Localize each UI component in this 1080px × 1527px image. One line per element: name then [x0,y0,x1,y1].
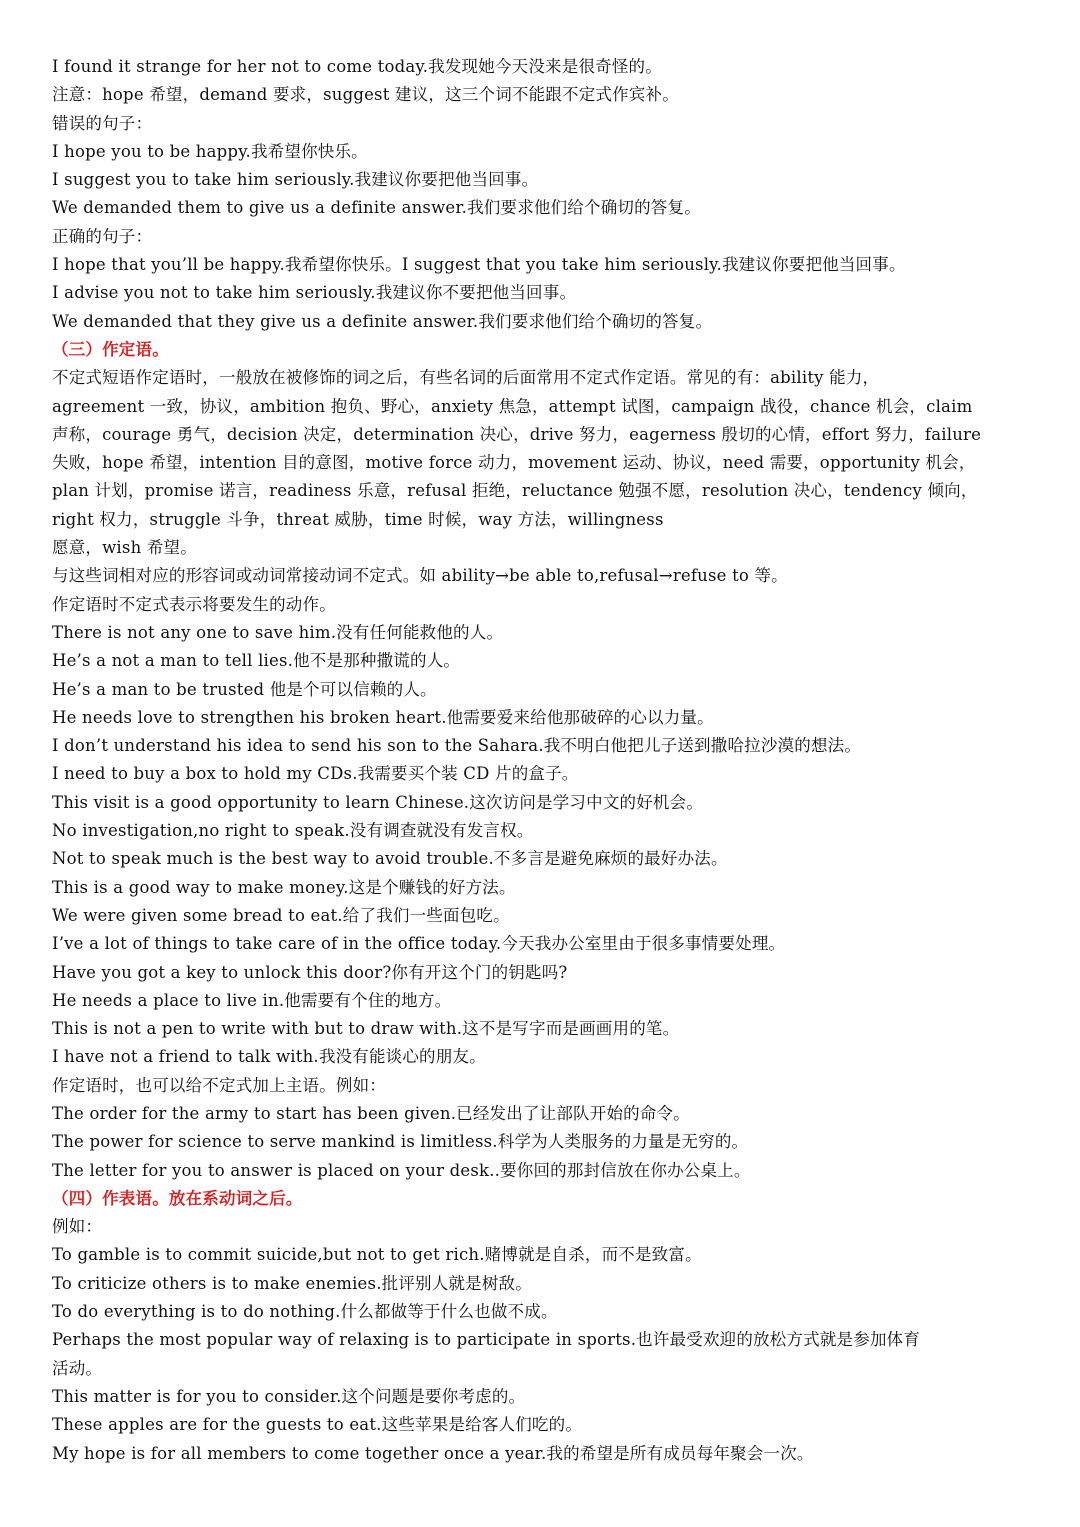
text-line: I hope you to be happy.我希望你快乐。 [52,141,368,161]
text-line: This visit is a good opportunity to learn Chinese.这次访问是学习中文的好机会。 [52,792,704,812]
text-line: 不定式短语作定语时，一般放在被修饰的词之后，有些名词的后面常用不定式作定语。常见的有：ability 能力， [52,368,880,388]
text-line: 作定语时，也可以给不定式加上主语。例如： [52,1075,386,1095]
text-line: We demanded them to give us a definite answer.我们要求他们给个确切的答复。 [52,198,701,218]
section-heading: （三）作定语。 [52,339,169,359]
text-line: To gamble is to commit suicide,but not to get rich.赌博就是自杀，而不是致富。 [52,1245,702,1265]
text-line: I need to buy a box to hold my CDs.我需要买个装 CD 片的盒子。 [52,764,579,784]
text-line: I don’t understand his idea to send his son to the Sahara.我不明白他把儿子送到撒哈拉沙漠的想法。 [52,736,862,756]
text-line: The letter for you to answer is placed on your desk..要你回的那封信放在你办公桌上。 [52,1160,751,1180]
text-line: He’s a man to be trusted 他是个可以信赖的人。 [52,679,437,699]
text-line: He needs love to strengthen his broken heart.他需要爱来给他那破碎的心以力量。 [52,707,714,727]
text-line: There is not any one to save him.没有任何能救他的人。 [52,622,504,642]
text-line: This matter is for you to consider.这个问题是要你考虑的。 [52,1386,526,1406]
text-line: I hope that you’ll be happy.我希望你快乐。I suggest that you take him seriously.我建议你要把他当回事。 [52,255,906,275]
text-line: I advise you not to take him seriously.我建议你不要把他当回事。 [52,283,577,303]
text-line: right 权力，struggle 斗争，threat 威胁，time 时候，way 方法，willingness [52,509,664,529]
text-line: This is not a pen to write with but to draw with.这不是写字而是画画用的笔。 [52,1019,680,1039]
text-line: Have you got a key to unlock this door?你有开这个门的钥匙吗? [52,962,568,982]
text-line: 活动。 [52,1358,103,1378]
text-line: 例如： [52,1217,103,1237]
text-line: Not to speak much is the best way to avoid trouble.不多言是避免麻烦的最好办法。 [52,849,728,869]
document-page [52,53,1042,1468]
text-line: To do everything is to do nothing.什么都做等于什么也做不成。 [52,1302,558,1322]
text-line: agreement 一致，协议，ambition 抱负、野心，anxiety 焦急，attempt 试图，campaign 战役，chance 机会，claim [52,396,973,416]
text-line: I have not a friend to talk with.我没有能谈心的朋友。 [52,1047,486,1067]
text-line: The order for the army to start has been given.已经发出了让部队开始的命令。 [52,1103,690,1123]
text-line: My hope is for all members to come together once a year.我的希望是所有成员每年聚会一次。 [52,1443,814,1463]
text-line: I suggest you to take him seriously.我建议你要把他当回事。 [52,170,539,190]
text-line: Perhaps the most popular way of relaxing is to participate in sports.也许最受欢迎的放松方式就是参加体育 [52,1330,921,1350]
text-line: 失败，hope 希望，intention 目的意图，motive force 动力，movement 运动、协议，need 需要，opportunity 机会， [52,453,976,473]
text-line: This is a good way to make money.这是个赚钱的好方法。 [52,877,516,897]
text-line: plan 计划，promise 诺言，readiness 乐意，refusal 拒绝，reluctance 勉强不愿，resolution 决心，tendency 倾向， [52,481,978,501]
text-line: These apples are for the guests to eat.这些苹果是给客人们吃的。 [52,1415,583,1435]
text-line: To criticize others is to make enemies.批评别人就是树敌。 [52,1273,532,1293]
text-line: 作定语时不定式表示将要发生的动作。 [52,594,336,614]
text-line: He’s a not a man to tell lies.他不是那种撒谎的人。 [52,651,461,671]
text-line: 声称，courage 勇气，decision 决定，determination 决心，drive 努力，eagerness 殷切的心情，effort 努力，failure [52,424,982,444]
text-line: No investigation,no right to speak.没有调查就没有发言权。 [52,821,534,841]
text-line: I’ve a lot of things to take care of in the office today.今天我办公室里由于很多事情要处理。 [52,934,786,954]
text-line: 注意：hope 希望，demand 要求，suggest 建议，这三个词不能跟不定式作宾补。 [52,85,679,105]
text-line: 愿意，wish 希望。 [52,538,197,558]
text-line: 错误的句子： [52,113,153,133]
text-line: 正确的句子： [52,226,153,246]
text-line: The power for science to serve mankind is limitless.科学为人类服务的力量是无穷的。 [52,1132,749,1152]
text-line: I found it strange for her not to come today.我发现她今天没来是很奇怪的。 [52,57,662,76]
text-line: We were given some bread to eat.给了我们一些面包吃。 [52,905,510,925]
section-heading: （四）作表语。放在系动词之后。 [52,1188,303,1208]
text-line: We demanded that they give us a definite answer.我们要求他们给个确切的答复。 [52,311,713,331]
text-line: He needs a place to live in.他需要有个住的地方。 [52,990,452,1010]
text-line: 与这些词相对应的形容词或动词常接动词不定式。如 ability→be able to,refusal→refuse to 等。 [52,566,788,586]
